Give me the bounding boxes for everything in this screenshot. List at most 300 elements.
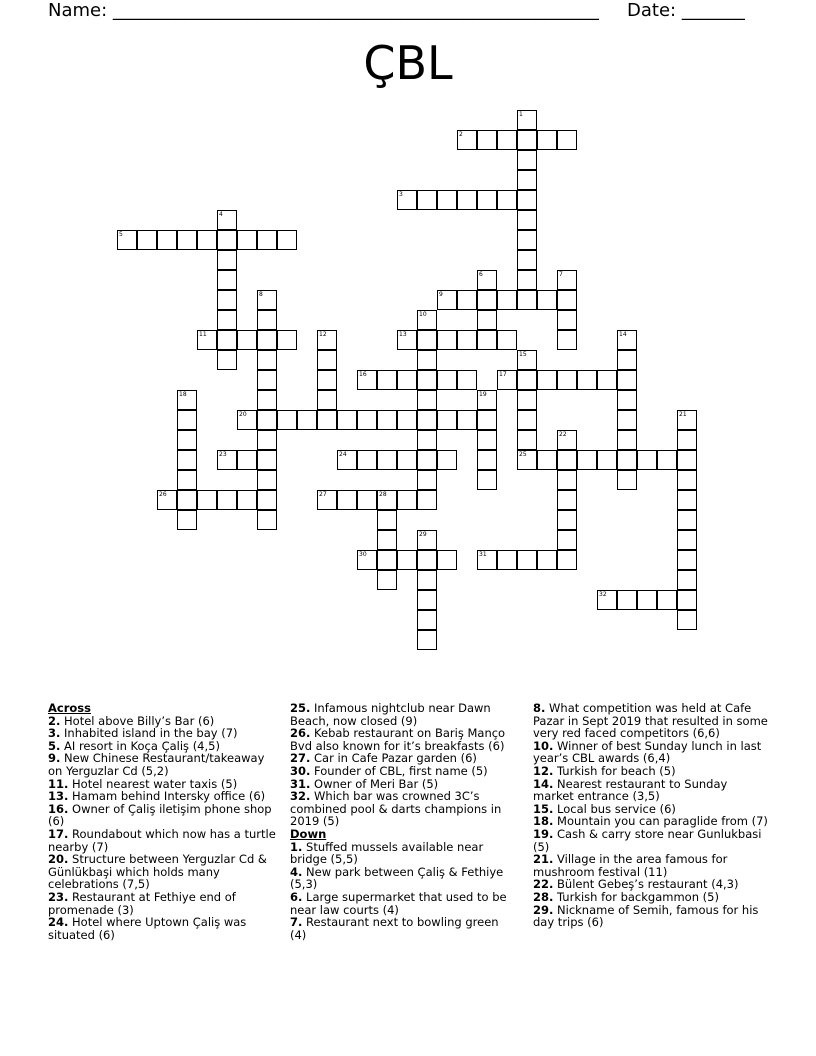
cell-number: 26	[159, 491, 167, 498]
grid-cell[interactable]	[257, 330, 277, 350]
name-label: Name:	[48, 0, 108, 21]
grid-cell[interactable]	[557, 550, 577, 570]
down-clue	[533, 702, 768, 740]
clue-number: 32.	[290, 789, 311, 804]
grid-cell[interactable]	[377, 570, 397, 590]
grid-cell[interactable]	[477, 190, 497, 210]
grid-cell[interactable]	[257, 470, 277, 490]
grid-cell[interactable]	[417, 350, 437, 370]
grid-cell[interactable]	[217, 230, 237, 250]
clue-number: 23.	[48, 889, 69, 904]
clue-number: 22.	[533, 877, 554, 892]
grid-cell[interactable]	[417, 190, 437, 210]
grid-cell[interactable]	[397, 370, 417, 390]
grid-cell[interactable]	[497, 290, 517, 310]
grid-cell[interactable]	[617, 350, 637, 370]
across-clues-col1	[48, 702, 276, 941]
grid-cell[interactable]	[677, 590, 697, 610]
cell-number: 9	[439, 291, 443, 298]
grid-cell[interactable]	[197, 490, 217, 510]
puzzle-title: ÇBL	[363, 36, 453, 90]
down-clue	[533, 740, 768, 765]
grid-cell[interactable]	[397, 190, 417, 210]
grid-cell[interactable]	[617, 370, 637, 390]
grid-cell[interactable]	[257, 370, 277, 390]
grid-cell[interactable]	[557, 510, 577, 530]
grid-cell[interactable]	[277, 230, 297, 250]
grid-cell[interactable]	[517, 170, 537, 190]
grid-cell[interactable]	[517, 130, 537, 150]
clue-text: Nickname of Semih, famous for his day trips (6)	[533, 902, 759, 930]
grid-cell[interactable]	[437, 190, 457, 210]
grid-cell[interactable]	[117, 230, 137, 250]
cell-number: 29	[419, 531, 427, 538]
cell-number: 32	[599, 591, 607, 598]
grid-cell[interactable]	[177, 490, 197, 510]
clue-text: Mountain you can paraglide from (7)	[553, 814, 768, 829]
grid-cell[interactable]	[417, 550, 437, 570]
grid-cell[interactable]	[417, 490, 437, 510]
grid-cell[interactable]	[217, 210, 237, 230]
clue-text: Bülent Gebeş’s restaurant (4,3)	[553, 877, 739, 892]
clue-text: Infamous nightclub near Dawn Beach, now closed (9)	[290, 701, 491, 728]
name-line[interactable]: ______________________________________________________	[112, 0, 599, 21]
grid-cell[interactable]	[397, 450, 417, 470]
cell-number: 24	[339, 451, 347, 458]
grid-cell[interactable]	[477, 470, 497, 490]
grid-cell[interactable]	[517, 410, 537, 430]
clue-text: Turkish for backgammon (5)	[553, 889, 719, 904]
grid-cell[interactable]	[257, 290, 277, 310]
grid-cell[interactable]	[317, 410, 337, 430]
clue-text: AI resort in Koça Çaliş (4,5)	[60, 738, 220, 753]
clue-text: Owner of Çaliş iletişim phone shop (6)	[48, 801, 272, 829]
clue-text: Winner of best Sunday lunch in last year’s CBL awards (6,4)	[533, 738, 762, 766]
grid-cell[interactable]	[217, 310, 237, 330]
date-line[interactable]: _______	[681, 0, 745, 21]
grid-cell[interactable]	[457, 190, 477, 210]
grid-cell[interactable]	[417, 530, 437, 550]
cell-number: 1	[519, 111, 523, 118]
clue-number: 28.	[533, 889, 554, 904]
grid-cell[interactable]	[317, 350, 337, 370]
clue-number: 24.	[48, 915, 69, 930]
grid-cell[interactable]	[577, 450, 597, 470]
grid-cell[interactable]	[397, 410, 417, 430]
grid-cell[interactable]	[417, 390, 437, 410]
grid-cell[interactable]	[677, 490, 697, 510]
clue-text: Restaurant next to bowling green (4)	[290, 915, 499, 942]
grid-cell[interactable]	[477, 290, 497, 310]
grid-cell[interactable]	[357, 490, 377, 510]
cell-number: 16	[359, 371, 367, 378]
grid-cell[interactable]	[177, 430, 197, 450]
cell-number: 2	[459, 131, 463, 138]
grid-cell[interactable]	[677, 570, 697, 590]
grid-cell[interactable]	[457, 410, 477, 430]
grid-cell[interactable]	[677, 450, 697, 470]
grid-cell[interactable]	[497, 130, 517, 150]
grid-cell[interactable]	[297, 410, 317, 430]
grid-cell[interactable]	[617, 590, 637, 610]
clue-number: 13.	[48, 789, 69, 804]
clue-number: 18.	[533, 814, 554, 829]
grid-cell[interactable]	[177, 510, 197, 530]
grid-cell[interactable]	[537, 290, 557, 310]
clue-number: 14.	[533, 776, 554, 791]
grid-cell[interactable]	[517, 430, 537, 450]
cell-number: 18	[179, 391, 187, 398]
grid-cell[interactable]	[537, 130, 557, 150]
clue-text: Roundabout which now has a turtle nearby (7)	[48, 826, 276, 854]
grid-cell[interactable]	[517, 250, 537, 270]
grid-cell[interactable]	[497, 550, 517, 570]
grid-cell[interactable]	[557, 470, 577, 490]
grid-cell[interactable]	[357, 370, 377, 390]
across-clue	[48, 853, 276, 891]
clue-text: Stuffed mussels available near bridge (5,5)	[290, 839, 484, 867]
clue-text: Car in Cafe Pazar garden (6)	[310, 751, 477, 766]
grid-cell[interactable]	[417, 630, 437, 650]
clue-text: Restaurant at Fethiye end of promenade (3)	[48, 889, 236, 917]
grid-cell[interactable]	[477, 450, 497, 470]
cell-number: 5	[119, 231, 123, 238]
grid-cell[interactable]	[177, 450, 197, 470]
grid-cell[interactable]	[517, 550, 537, 570]
grid-cell[interactable]	[377, 490, 397, 510]
grid-cell[interactable]	[217, 330, 237, 350]
clue-text: Hotel nearest water taxis (5)	[68, 776, 238, 791]
grid-cell[interactable]	[617, 330, 637, 350]
clue-text: What competition was held at Cafe Pazar in Sept 2019 that resulted in some very red faced competitors (6,6)	[533, 701, 768, 741]
clue-text: Hotel above Billy’s Bar (6)	[60, 713, 215, 728]
grid-cell[interactable]	[337, 410, 357, 430]
grid-cell[interactable]	[637, 450, 657, 470]
grid-cell[interactable]	[497, 330, 517, 350]
grid-cell[interactable]	[417, 450, 437, 470]
across-clue	[48, 828, 276, 853]
grid-cell[interactable]	[437, 290, 457, 310]
grid-cell[interactable]	[177, 410, 197, 430]
grid-cell[interactable]	[477, 430, 497, 450]
grid-cell[interactable]	[397, 490, 417, 510]
clue-text: Large supermarket that used to be near law courts (4)	[290, 889, 507, 917]
grid-cell[interactable]	[677, 610, 697, 630]
grid-cell[interactable]	[437, 370, 457, 390]
grid-cell[interactable]	[257, 230, 277, 250]
cell-number: 10	[419, 311, 427, 318]
clue-number: 1.	[290, 839, 303, 854]
clue-text: Structure between Yerguzlar Cd & Günlükbaşi which holds many celebrations (7,5)	[48, 852, 267, 892]
grid-cell[interactable]	[417, 370, 437, 390]
clue-text: Which bar was crowned 3C’s combined pool & darts champions in 2019 (5)	[290, 789, 502, 829]
grid-cell[interactable]	[257, 490, 277, 510]
grid-cell[interactable]	[337, 490, 357, 510]
grid-cell[interactable]	[157, 490, 177, 510]
grid-cell[interactable]	[377, 530, 397, 550]
clue-text: Cash & carry store near Gunlukbasi (5)	[533, 826, 762, 854]
grid-cell[interactable]	[597, 450, 617, 470]
grid-cell[interactable]	[557, 270, 577, 290]
clue-number: 12.	[533, 763, 554, 778]
grid-cell[interactable]	[177, 470, 197, 490]
cell-number: 12	[319, 331, 327, 338]
grid-cell[interactable]	[257, 450, 277, 470]
grid-cell[interactable]	[317, 330, 337, 350]
grid-cell[interactable]	[517, 290, 537, 310]
across-clue	[290, 702, 518, 727]
grid-cell[interactable]	[497, 190, 517, 210]
clue-number: 9.	[48, 751, 61, 766]
grid-cell[interactable]	[257, 410, 277, 430]
clue-text: Turkish for beach (5)	[553, 763, 676, 778]
clue-number: 20.	[48, 852, 69, 867]
clue-number: 5.	[48, 738, 61, 753]
grid-cell[interactable]	[417, 610, 437, 630]
grid-cell[interactable]	[377, 410, 397, 430]
grid-cell[interactable]	[677, 410, 697, 430]
down-clue	[533, 904, 768, 929]
clue-text: Inhabited island in the bay (7)	[60, 726, 238, 741]
grid-cell[interactable]	[617, 390, 637, 410]
grid-cell[interactable]	[577, 370, 597, 390]
grid-cell[interactable]	[217, 450, 237, 470]
grid-cell[interactable]	[677, 510, 697, 530]
cell-number: 3	[399, 191, 403, 198]
across-clue	[290, 727, 518, 752]
grid-cell[interactable]	[437, 410, 457, 430]
down-clue	[290, 916, 518, 941]
grid-cell[interactable]	[617, 470, 637, 490]
across-clue	[48, 752, 276, 777]
clue-number: 26.	[290, 726, 311, 741]
clues-col2	[290, 702, 518, 941]
clue-number: 16.	[48, 801, 69, 816]
cell-number: 23	[219, 451, 227, 458]
grid-cell[interactable]	[377, 510, 397, 530]
grid-cell[interactable]	[237, 490, 257, 510]
grid-cell[interactable]	[477, 130, 497, 150]
grid-cell[interactable]	[477, 410, 497, 430]
grid-cell[interactable]	[237, 230, 257, 250]
grid-cell[interactable]	[557, 370, 577, 390]
across-clue	[290, 790, 518, 828]
grid-cell[interactable]	[457, 370, 477, 390]
grid-cell[interactable]	[237, 410, 257, 430]
grid-cell[interactable]	[537, 370, 557, 390]
cell-number: 21	[679, 411, 687, 418]
grid-cell[interactable]	[517, 110, 537, 130]
grid-cell[interactable]	[317, 390, 337, 410]
clue-number: 10.	[533, 738, 554, 753]
grid-cell[interactable]	[477, 550, 497, 570]
clue-number: 6.	[290, 889, 303, 904]
grid-cell[interactable]	[417, 570, 437, 590]
clue-number: 3.	[48, 726, 61, 741]
grid-cell[interactable]	[177, 230, 197, 250]
grid-cell[interactable]	[597, 370, 617, 390]
grid-cell[interactable]	[197, 230, 217, 250]
grid-cell[interactable]	[417, 410, 437, 430]
grid-cell[interactable]	[137, 230, 157, 250]
grid-cell[interactable]	[517, 210, 537, 230]
clue-text: Kebab restaurant on Bariş Manço Bvd also known for it’s breakfasts (6)	[290, 726, 506, 753]
grid-cell[interactable]	[377, 450, 397, 470]
down-clues-col3	[533, 702, 768, 929]
grid-cell[interactable]	[677, 550, 697, 570]
grid-cell[interactable]	[517, 370, 537, 390]
date-label: Date:	[627, 0, 677, 21]
grid-cell[interactable]	[557, 450, 577, 470]
cell-number: 28	[379, 491, 387, 498]
grid-cell[interactable]	[377, 550, 397, 570]
clue-text: Village in the area famous for mushroom festival (11)	[533, 852, 728, 879]
grid-cell[interactable]	[357, 410, 377, 430]
down-clue	[533, 778, 768, 803]
grid-cell[interactable]	[237, 450, 257, 470]
grid-cell[interactable]	[517, 270, 537, 290]
grid-cell[interactable]	[677, 530, 697, 550]
clue-number: 30.	[290, 763, 311, 778]
grid-cell[interactable]	[437, 330, 457, 350]
clue-number: 17.	[48, 826, 69, 841]
grid-cell[interactable]	[217, 270, 237, 290]
grid-cell[interactable]	[257, 350, 277, 370]
grid-cell[interactable]	[537, 550, 557, 570]
grid-cell[interactable]	[517, 450, 537, 470]
grid-cell[interactable]	[557, 490, 577, 510]
grid-cell[interactable]	[417, 590, 437, 610]
cell-number: 22	[559, 431, 567, 438]
cell-number: 4	[219, 211, 223, 218]
grid-cell[interactable]	[397, 550, 417, 570]
cell-number: 14	[619, 331, 627, 338]
clue-text: Local bus service (6)	[553, 801, 676, 816]
grid-cell[interactable]	[217, 490, 237, 510]
down-clue	[290, 841, 518, 866]
grid-cell[interactable]	[657, 450, 677, 470]
clue-number: 25.	[290, 701, 311, 715]
down-clue	[533, 828, 768, 853]
grid-cell[interactable]	[557, 130, 577, 150]
cell-number: 27	[319, 491, 327, 498]
cell-number: 30	[359, 551, 367, 558]
grid-cell[interactable]	[237, 330, 257, 350]
grid-cell[interactable]	[517, 190, 537, 210]
clue-number: 4.	[290, 864, 303, 879]
grid-cell[interactable]	[417, 430, 437, 450]
clue-number: 8.	[533, 701, 546, 715]
across-clue	[48, 891, 276, 916]
grid-cell[interactable]	[557, 530, 577, 550]
cell-number: 19	[479, 391, 487, 398]
across-clue	[48, 916, 276, 941]
grid-cell[interactable]	[257, 510, 277, 530]
grid-cell[interactable]	[357, 450, 377, 470]
grid-cell[interactable]	[437, 550, 457, 570]
clue-number: 27.	[290, 751, 311, 766]
grid-cell[interactable]	[677, 470, 697, 490]
clue-number: 7.	[290, 915, 303, 930]
grid-cell[interactable]	[517, 350, 537, 370]
clue-number: 11.	[48, 776, 69, 791]
grid-cell[interactable]	[337, 450, 357, 470]
cell-number: 7	[559, 271, 563, 278]
across-clue	[48, 803, 276, 828]
grid-cell[interactable]	[257, 430, 277, 450]
grid-cell[interactable]	[257, 310, 277, 330]
grid-cell[interactable]	[277, 330, 297, 350]
grid-cell[interactable]	[557, 430, 577, 450]
grid-cell[interactable]	[517, 230, 537, 250]
grid-cell[interactable]	[457, 330, 477, 350]
grid-cell[interactable]	[617, 430, 637, 450]
grid-cell[interactable]	[517, 150, 537, 170]
grid-cell[interactable]	[177, 390, 197, 410]
grid-cell[interactable]	[557, 290, 577, 310]
grid-cell[interactable]	[557, 310, 577, 330]
grid-cell[interactable]	[497, 370, 517, 390]
grid-cell[interactable]	[417, 470, 437, 490]
grid-cell[interactable]	[457, 130, 477, 150]
grid-cell[interactable]	[477, 310, 497, 330]
grid-cell[interactable]	[457, 290, 477, 310]
clue-text: New Chinese Restaurant/takeaway on Yerguzlar Cd (5,2)	[48, 751, 265, 778]
clue-number: 29.	[533, 902, 554, 917]
grid-cell[interactable]	[417, 330, 437, 350]
clue-text: Nearest restaurant to Sunday market entrance (3,5)	[533, 776, 728, 804]
down-clue	[533, 853, 768, 878]
grid-cell[interactable]	[317, 370, 337, 390]
down-clue	[290, 891, 518, 916]
grid-cell[interactable]	[397, 330, 417, 350]
clue-text: Founder of CBL, first name (5)	[310, 763, 488, 778]
grid-cell[interactable]	[477, 330, 497, 350]
clue-number: 31.	[290, 776, 311, 791]
grid-cell[interactable]	[477, 270, 497, 290]
grid-cell[interactable]	[597, 590, 617, 610]
clue-text: New park between Çaliş & Fethiye (5,3)	[290, 864, 504, 892]
across-heading: Across	[48, 701, 91, 715]
grid-cell[interactable]	[317, 490, 337, 510]
grid-cell[interactable]	[357, 550, 377, 570]
grid-cell[interactable]	[417, 310, 437, 330]
grid-cell[interactable]	[257, 390, 277, 410]
grid-cell[interactable]	[217, 290, 237, 310]
grid-cell[interactable]	[477, 390, 497, 410]
clue-number: 21.	[533, 852, 554, 867]
grid-cell[interactable]	[517, 390, 537, 410]
down-heading: Down	[290, 826, 327, 841]
clue-number: 2.	[48, 713, 61, 728]
grid-cell[interactable]	[197, 330, 217, 350]
clue-number: 15.	[533, 801, 554, 816]
grid-cell[interactable]	[377, 370, 397, 390]
cell-number: 31	[479, 551, 487, 558]
grid-cell[interactable]	[217, 350, 237, 370]
grid-cell[interactable]	[437, 450, 457, 470]
grid-cell[interactable]	[677, 430, 697, 450]
grid-cell[interactable]	[617, 450, 637, 470]
grid-cell[interactable]	[217, 250, 237, 270]
grid-cell[interactable]	[157, 230, 177, 250]
grid-cell[interactable]	[557, 330, 577, 350]
grid-cell[interactable]	[537, 450, 557, 470]
grid-cell[interactable]	[657, 590, 677, 610]
grid-cell[interactable]	[277, 410, 297, 430]
grid-cell[interactable]	[617, 410, 637, 430]
grid-cell[interactable]	[637, 590, 657, 610]
